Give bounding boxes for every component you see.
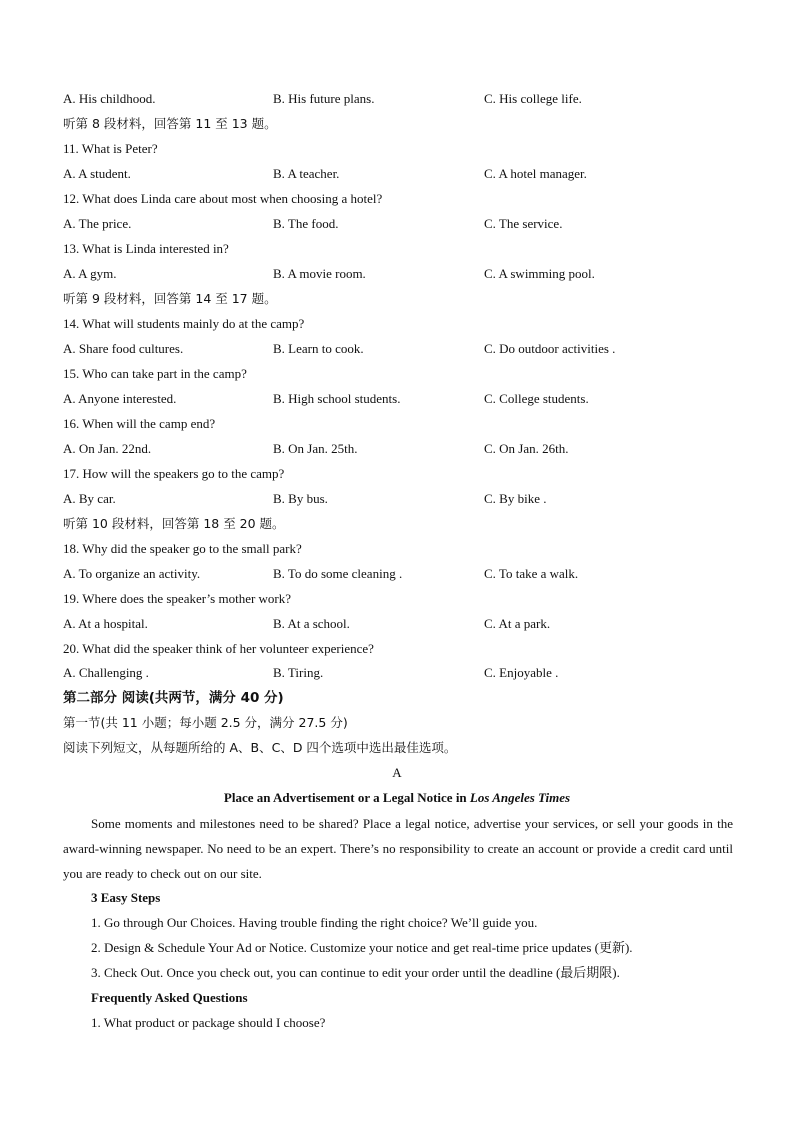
reading-instruction: 阅读下列短文，从每题所给的 A、B、C、D 四个选项中选出最佳选项。 xyxy=(63,740,457,755)
q14-option-a: A. Share food cultures. xyxy=(63,341,184,356)
faq-question-1: 1. What product or package should I choose? xyxy=(91,1015,326,1030)
q16-option-b: B. On Jan. 25th. xyxy=(273,441,358,456)
passage-intro: Some moments and milestones need to be shared? Place a legal notice, advertise your services, or sell your goods in the award-winning newspaper. No need to be an expert. There’s no responsibility to create an account or provide a credit card until you are ready to check out on our site. xyxy=(63,816,733,881)
passage-title-main: Place an Advertisement or a Legal Notice in xyxy=(223,790,470,805)
q17-option-a: A. By car. xyxy=(63,491,116,506)
q12-stem: 12. What does Linda care about most when choosing a hotel? xyxy=(63,191,383,206)
q14-stem: 14. What will students mainly do at the camp? xyxy=(63,316,305,331)
q20-option-a: A. Challenging . xyxy=(63,665,149,680)
q10-option-a: A. His childhood. xyxy=(63,91,156,106)
step-3: 3. Check Out. Once you check out, you can continue to edit your order until the deadline (最后期限). xyxy=(91,965,620,980)
q18-option-a: A. To organize an activity. xyxy=(63,566,201,581)
q19-option-c: C. At a park. xyxy=(484,616,551,631)
q15-option-a: A. Anyone interested. xyxy=(63,391,177,406)
q20-stem: 20. What did the speaker think of her volunteer experience? xyxy=(63,641,374,656)
q16-option-a: A. On Jan. 22nd. xyxy=(63,441,152,456)
passage-title-italic: Los Angeles Times xyxy=(469,790,571,805)
part-2-heading: 第二部分 阅读(共两节，满分 40 分) xyxy=(63,690,284,706)
q15-option-b: B. High school students. xyxy=(273,391,401,406)
section-10-instruction: 听第 10 段材料，回答第 18 至 20 题。 xyxy=(63,516,285,531)
q12-option-b: B. The food. xyxy=(273,216,339,231)
q14-option-c: C. Do outdoor activities . xyxy=(484,341,616,356)
q11-option-a: A. A student. xyxy=(63,166,131,181)
q15-option-c: C. College students. xyxy=(484,391,589,406)
passage-letter: A xyxy=(392,765,402,780)
q17-stem: 17. How will the speakers go to the camp? xyxy=(63,466,285,481)
q18-option-c: C. To take a walk. xyxy=(484,566,579,581)
q10-option-b: B. His future plans. xyxy=(273,91,375,106)
q13-option-a: A. A gym. xyxy=(63,266,117,281)
q13-option-b: B. A movie room. xyxy=(273,266,366,281)
q14-option-b: B. Learn to cook. xyxy=(273,341,364,356)
steps-heading: 3 Easy Steps xyxy=(91,890,161,905)
q12-option-a: A. The price. xyxy=(63,216,132,231)
q19-option-b: B. At a school. xyxy=(273,616,350,631)
q16-stem: 16. When will the camp end? xyxy=(63,416,216,431)
q15-stem: 15. Who can take part in the camp? xyxy=(63,366,247,381)
passage-title xyxy=(0,788,794,808)
q11-option-b: B. A teacher. xyxy=(273,166,340,181)
q10-option-c: C. His college life. xyxy=(484,91,582,106)
faq-heading: Frequently Asked Questions xyxy=(91,990,248,1005)
q18-option-b: B. To do some cleaning . xyxy=(273,566,403,581)
section-8-instruction: 听第 8 段材料，回答第 11 至 13 题。 xyxy=(63,116,277,131)
q13-stem: 13. What is Linda interested in? xyxy=(63,241,229,256)
q17-option-c: C. By bike . xyxy=(484,491,547,506)
q11-stem: 11. What is Peter? xyxy=(63,141,158,156)
q12-option-c: C. The service. xyxy=(484,216,563,231)
q20-option-b: B. Tiring. xyxy=(273,665,324,680)
q17-option-b: B. By bus. xyxy=(273,491,328,506)
q20-option-c: C. Enjoyable . xyxy=(484,665,559,680)
q19-stem: 19. Where does the speaker’s mother work? xyxy=(63,591,292,606)
q16-option-c: C. On Jan. 26th. xyxy=(484,441,569,456)
section-1-heading: 第一节(共 11 小题；每小题 2.5 分，满分 27.5 分) xyxy=(63,715,348,730)
step-2: 2. Design & Schedule Your Ad or Notice. Customize your notice and get real-time price updates (更新). xyxy=(91,940,633,955)
section-9-instruction: 听第 9 段材料，回答第 14 至 17 题。 xyxy=(63,291,277,306)
q19-option-a: A. At a hospital. xyxy=(63,616,148,631)
q13-option-c: C. A swimming pool. xyxy=(484,266,595,281)
q18-stem: 18. Why did the speaker go to the small park? xyxy=(63,541,302,556)
step-1: 1. Go through Our Choices. Having trouble finding the right choice? We’ll guide you. xyxy=(91,915,538,930)
q11-option-c: C. A hotel manager. xyxy=(484,166,587,181)
